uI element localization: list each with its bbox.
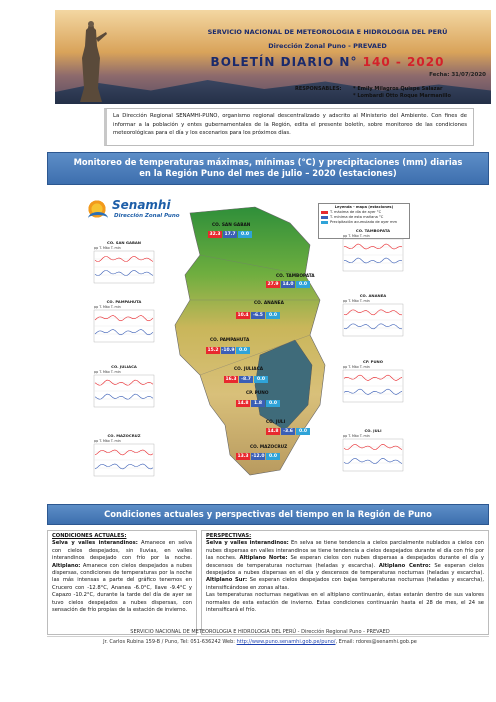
org-name: SERVICIO NACIONAL DE METEOROLOGIA E HIDROLOGIA DEL PERÚ [207, 28, 448, 36]
mini-chart-legend: pp T. Máx T. min [94, 305, 121, 309]
perspectives [201, 530, 489, 635]
mini-chart-title: CO. SAN GABAN [107, 240, 141, 245]
legend-label: Precipitación acumulada de ayer mm [330, 220, 398, 224]
mini-chart [335, 428, 411, 480]
station-tmin: 17.7 [224, 232, 236, 237]
bulletin-prefix: BOLETÍN DIARIO N° [210, 55, 358, 69]
mini-chart-legend: pp T. Máx T. min [343, 299, 370, 303]
station-label: CO. TAMBOPATA [276, 274, 315, 279]
perspectives-heading: PERSPECTIVAS: [206, 533, 252, 539]
station-values [266, 281, 311, 288]
station-values [266, 428, 311, 435]
persp-norte-label: Altiplano Norte: [239, 555, 288, 562]
persp-closing: Las temperaturas nocturnas negativas en el altiplano continuarán, éstas estarán dentro de sus valores normales de esta estación de invierno. Estas condiciones continuarán hasta el 28 de mes, el 24 se intensificará el frío. [206, 592, 484, 614]
persp-selva-label: Selva y valles interandinos: [206, 540, 289, 547]
statue-illustration [70, 18, 112, 102]
mini-chart [86, 433, 162, 485]
station-pp: 0.0 [266, 453, 280, 460]
mini-chart-title: CO. ANANEA [359, 293, 387, 298]
persp-centro-label: Altiplano Centro: [378, 562, 431, 569]
station-pp: 0.0 [236, 347, 250, 354]
mini-chart [86, 299, 162, 351]
station-pp: 0.0 [238, 231, 252, 238]
cond-selva-text: Amanece en selva con cielos despejados, sin lluvias, en valles interandinos despejado con frío por la noche. [52, 540, 192, 562]
station-values [206, 347, 251, 354]
mini-chart-plot [335, 302, 411, 344]
bulletin-number: 140 - 2020 [362, 55, 445, 69]
station-tmin: -6.5 [251, 312, 265, 319]
bulletin-title [165, 55, 490, 69]
station-values [236, 312, 281, 319]
title-line-1: Monitoreo de temperaturas máximas, mínimas (°C) y precipitaciones (mm) diarias [73, 157, 463, 167]
mini-chart-legend: pp T. Máx T. min [94, 370, 121, 374]
station-label: CP. PUNO [246, 391, 269, 396]
station-label: CO. PAMPAHUTA [210, 338, 250, 343]
persp-norte-text: Se esperan cielos con nubes dispersas a despejados durante el día y descensos de temperaturas nocturnas (heladas y escarcha). [206, 555, 484, 569]
mini-chart [335, 228, 411, 280]
footer-contact [40, 639, 480, 645]
station-label: CO. JULI [266, 420, 286, 425]
station-tmax: 15.2 [207, 348, 219, 353]
mini-chart [335, 293, 411, 345]
mini-chart-title: CO. TAMBOPATA [355, 228, 391, 233]
mini-chart-title: CP. PUNO [363, 359, 383, 364]
station-tmax: 16.3 [225, 377, 237, 382]
station-tmax: 14.8 [237, 401, 249, 406]
mini-chart-legend: pp T. Máx T. min [94, 246, 121, 250]
station-tmax: 14.8 [267, 429, 279, 434]
bulletin-date: Fecha: 31/07/2020 [429, 72, 486, 78]
persp-sur-text: Se esperan cielos despejados con bajas temperaturas nocturnas (heladas y escarcha), intensificándose en zonas altas. [206, 577, 484, 591]
station-tmin: -8.7 [239, 376, 253, 383]
station-tmax: 13.3 [237, 454, 249, 459]
mini-chart-title: CO. PAMPAHUTA [106, 299, 142, 304]
station-values [208, 231, 253, 238]
mini-chart-plot [86, 373, 162, 415]
mini-chart-title: CO. MAZOCRUZ [107, 433, 141, 438]
wave-icon [88, 212, 108, 225]
mini-chart-title: CO. JULI [364, 428, 382, 433]
cond-selva-label: Selva y valles interandinos: [52, 540, 138, 547]
station-tmin: -10.9 [221, 348, 235, 353]
station-pp: 0.0 [266, 312, 280, 319]
mini-chart-plot [86, 308, 162, 350]
responsables-label: RESPONSABLES: [295, 86, 342, 92]
station-pp: 0.0 [296, 428, 310, 435]
legend-label: T. máxima de día de ayer °C [330, 210, 382, 214]
station-values [236, 400, 281, 407]
station-values [224, 376, 269, 383]
responsable-1: * Emily Milagros Quispe Salazar [353, 86, 443, 92]
mini-chart [335, 359, 411, 411]
mini-chart-plot [86, 442, 162, 484]
mini-chart-plot [86, 249, 162, 291]
mini-chart-legend: pp T. Máx T. min [343, 234, 370, 238]
responsable-2: * Lombardi Otto Roque Marmanillo [353, 93, 451, 99]
station-tmax: 10.4 [237, 313, 249, 318]
mini-chart-legend: pp T. Máx T. min [343, 365, 370, 369]
current-conditions-heading: CONDICIONES ACTUALES: [52, 533, 127, 539]
cond-altiplano-text: Amanece con cielos despejados a nubes dispersas, condiciones de temperaturas por la noche las más intensas a parte del gráfico tenemos en Crucero con -12.8°C, Ananea -6.0°C, Ilave -9.4°C y Capazo -10.2°C, durante la tarde del día de ayer se tuvo cielos despejados a nubes dispersas, con sensación de frío propias de la estación de invierno. [52, 562, 192, 614]
station-label: CO. ANANEA [254, 301, 284, 306]
persp-centro-text: Se esperan cielos despejados a nubes dispersas en el día y descensos de temperaturas nocturnas (heladas y escarcha). [206, 562, 484, 577]
puno-region-map [160, 205, 340, 485]
mini-chart-plot [335, 368, 411, 410]
legend-title: Leyenda - mapa (estaciones) [334, 205, 394, 209]
mini-chart-legend: pp T. Máx T. min [94, 439, 121, 443]
station-tmin: -3.6 [281, 428, 295, 435]
direccion-zonal: Dirección Zonal Puno - PREVAED [268, 42, 387, 50]
station-pp: 0.0 [266, 400, 280, 407]
footer-website-link[interactable]: http://www.puno.senamhi.gob.pe/puno/ [236, 639, 336, 645]
monitoring-title-band [47, 152, 489, 185]
station-tmax: 32.3 [209, 232, 221, 237]
station-pp: 0.0 [254, 376, 268, 383]
mini-chart-plot [335, 237, 411, 279]
mini-chart-legend: pp T. Máx T. min [343, 434, 370, 438]
station-tmax: 27.9 [267, 282, 279, 287]
conditions-title-band: Condiciones actuales y perspectivas del tiempo en la Región de Puno [47, 504, 489, 525]
station-label: CO. JULIACA [234, 367, 264, 372]
persp-sur-label: Altiplano Sur: [206, 577, 248, 584]
station-label: CO. SAN GABAN [212, 223, 251, 228]
mini-chart-plot [335, 437, 411, 479]
cond-altiplano-label: Altiplano: [52, 562, 81, 569]
footer-divider [47, 636, 489, 637]
logo-name: Senamhi [112, 198, 171, 212]
station-tmin: -12.0 [251, 454, 265, 459]
logo-sub: Dirección Zonal Puno [114, 213, 180, 219]
mini-chart-title: CO. JULIACA [111, 364, 137, 369]
station-label: CO. MAZOCRUZ [250, 445, 288, 450]
station-tmin: 1.8 [251, 400, 265, 407]
mini-chart [86, 364, 162, 416]
current-conditions [47, 530, 197, 635]
station-pp: 0.0 [296, 281, 310, 288]
persp-selva-text: En selva se tiene tendencia a cielos parcialmente nublados a cielos con nubes dispersas en valles interandinos se tiene tendencia a cielos despejados durante el día con frío por las noches. [206, 540, 484, 562]
title-line-2: en la Región Puno del mes de julio – 2020 (estaciones) [139, 168, 397, 178]
legend-label: T. mínima de esta mañana °C [330, 215, 384, 219]
intro-paragraph: La Dirección Regional SENAMHI-PUNO, organismo regional descentralizado y adscrito al Ministerio del Ambiente. Con fines de informar a la población y entes gubernamentales de la Región, edita el presente boletín, sobre monitoreo de las condiciones meteorológicas para el día y los escenarios para los próximos días. [104, 108, 474, 146]
footer-address: Jr. Carlos Rubina 159-B / Puno, Tel: 051-636242 Web: [103, 639, 235, 645]
station-tmin: 14.0 [282, 282, 294, 287]
mini-chart [86, 240, 162, 292]
footer-org: SERVICIO NACIONAL DE METEOROLOGIA E HIDROLOGIA DEL PERÚ - Dirección Regional Puno - PREVAED [130, 629, 390, 635]
footer-email: , Email: rdores@senamhi.gob.pe [335, 639, 417, 645]
station-values [236, 453, 281, 460]
